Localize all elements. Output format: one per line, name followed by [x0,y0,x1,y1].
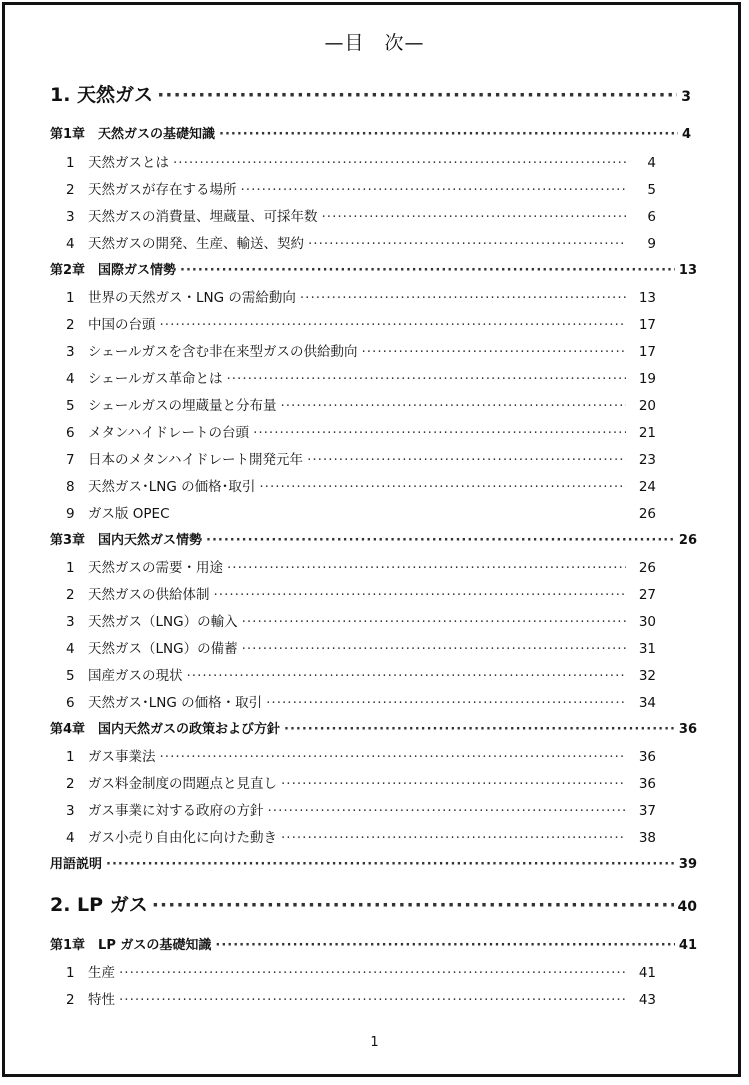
toc-section-label: シェールガス革命とは [88,371,223,387]
toc-section-label: 天然ガスが存在する場所 [88,182,237,198]
leader-dots [214,587,627,603]
toc-chapter-entry[interactable] [50,934,697,953]
toc-chapter-label: 第3章 国内天然ガス情勢 [50,533,203,548]
toc-section-entry[interactable] [66,205,656,225]
toc-page-number: 17 [638,317,656,333]
leader-dots [226,371,626,387]
toc-chapter-label: 第1章 天然ガスの基礎知識 [50,127,216,142]
leader-dots [268,803,627,819]
toc-section-label: 日本のメタンハイドレート開発元年 [88,452,304,468]
toc-section-label: 天然ガスの需要・用途 [88,560,223,576]
toc-section-index: 4 [66,641,75,657]
toc-chapter-entry[interactable] [50,123,691,142]
leader-dots [119,992,626,1008]
leader-dots [152,894,674,916]
toc-chapter-label: 第2章 国際ガス情勢 [50,263,177,278]
toc-section-label: ガス版 OPEC [88,506,170,522]
toc-section-entry[interactable] [66,799,656,819]
toc-page-number: 24 [638,479,656,495]
toc-section-index: 3 [66,209,75,225]
toc-section-entry[interactable] [66,745,656,765]
leader-dots [284,722,675,737]
toc-page-number: 31 [638,641,656,657]
toc-page-number: 4 [681,127,691,142]
toc-chapter-entry[interactable] [50,259,697,278]
toc-section-entry[interactable] [66,826,656,846]
toc-section-index: 8 [66,479,75,495]
toc-section-label: ガス事業に対する政府の方針 [88,803,264,819]
toc-section-index: 2 [66,182,75,198]
toc-section-label: 中国の台頭 [88,317,156,333]
toc-section-entry[interactable] [66,637,656,657]
toc-section-entry[interactable] [66,988,656,1008]
toc-section-label: 天然ガスの開発、生産、輸送、契約 [88,236,304,252]
toc-page-number: 40 [677,899,697,915]
leader-dots [160,749,627,765]
toc-page-number: 20 [638,398,656,414]
toc-chapter-label: 第4章 国内天然ガスの政策および方針 [50,722,281,737]
leader-dots [106,857,675,872]
toc-section-label: 国産ガスの現状 [88,668,183,684]
toc-section-label: 世界の天然ガス・LNG の需給動向 [88,290,296,306]
toc-section-label: シェールガスの埋蔵量と分布量 [88,398,277,414]
toc-section-entry[interactable] [66,772,656,792]
toc-page-number: 9 [647,236,656,252]
toc-page-number: 4 [647,155,656,171]
leader-dots [307,452,626,468]
leader-dots [206,533,675,548]
toc-section-entry[interactable] [66,367,656,387]
leader-dots [266,695,626,711]
leader-dots [308,236,626,252]
toc-section-entry[interactable] [66,232,656,252]
leader-dots [361,344,626,360]
toc-section-entry[interactable] [66,421,656,441]
leader-dots [259,479,626,495]
toc-page-number: 36 [678,722,697,737]
toc-section-label: 生産 [88,965,115,981]
toc-section-label: メタンハイドレートの台頭 [88,425,250,441]
toc-section-entry[interactable] [66,178,656,198]
toc-section-entry[interactable] [66,691,656,711]
toc-section-index: 6 [66,695,75,711]
toc-section-entry[interactable] [66,961,656,981]
toc-section-label: 天然ガスの消費量、埋蔵量、可採年数 [88,209,318,225]
toc-section-label: シェールガスを含む非在来型ガスの供給動向 [88,344,358,360]
toc-section-label: 特性 [88,992,115,1008]
toc-section-entry[interactable] [66,394,656,414]
toc-section-index: 4 [66,236,75,252]
toc-section-label: 天然ガス（LNG）の輸入 [88,614,238,630]
toc-chapter-entry[interactable] [50,529,697,548]
toc-section-index: 1 [66,749,75,765]
toc-section-index: 1 [66,965,75,981]
toc-section-entry[interactable] [66,340,656,360]
leader-dots [160,317,627,333]
toc-section-entry[interactable] [66,583,656,603]
toc-section-index: 2 [66,587,75,603]
leader-dots [300,290,626,306]
leader-dots [253,425,626,441]
page-number: 1 [370,1035,379,1050]
toc-part-entry[interactable] [50,80,691,107]
leader-dots [119,965,626,981]
toc-page-number: 26 [638,506,656,522]
toc-section-entry[interactable] [66,556,656,576]
toc-section-entry[interactable] [66,151,656,171]
toc-section-index: 1 [66,290,75,306]
toc-page-number: 30 [638,614,656,630]
toc-section-label: 天然ガスの供給体制 [88,587,210,603]
toc-section-label: 天然ガスとは [88,155,169,171]
toc-glossary-entry[interactable] [50,853,697,872]
toc-section-label: ガス料金制度の問題点と見直し [88,776,277,792]
toc-page-number: 41 [678,938,697,953]
toc-part-entry[interactable] [50,890,697,917]
toc-page-number: 39 [678,857,697,872]
toc-section-index: 1 [66,560,75,576]
toc-section-entry[interactable] [66,313,656,333]
toc-section-entry[interactable] [66,475,656,495]
toc-page-number: 5 [647,182,656,198]
toc-page-number: 34 [638,695,656,711]
leader-dots [241,182,627,198]
toc-page-number: 36 [638,776,656,792]
toc-section-index: 4 [66,830,75,846]
toc-section-label: ガス事業法 [88,749,156,765]
toc-section-entry[interactable] [66,448,656,468]
toc-section-index: 3 [66,803,75,819]
toc-page-number: 3 [681,89,691,105]
leader-dots [242,641,626,657]
toc-page-number: 38 [638,830,656,846]
toc-page-number: 19 [638,371,656,387]
leader-dots [281,776,626,792]
toc-section-entry[interactable] [66,286,656,306]
toc-page-number: 21 [638,425,656,441]
toc-page-number: 43 [638,992,656,1008]
toc-page-number: 6 [647,209,656,225]
toc-section-index: 9 [66,506,75,522]
toc-section-label: 天然ガス･LNG の価格・取引 [88,695,263,711]
toc-page-number: 13 [638,290,656,306]
toc-section-index: 3 [66,344,75,360]
toc-section-entry[interactable] [66,664,656,684]
toc-part-label: 1. 天然ガス [50,84,154,106]
toc-part-label: 2. LP ガス [50,894,148,916]
toc-page-number: 41 [638,965,656,981]
toc-page-number: 37 [638,803,656,819]
leader-dots [157,84,677,106]
toc-section-index: 4 [66,371,75,387]
toc-page-number: 26 [638,560,656,576]
toc-section-entry[interactable] [66,502,656,522]
toc-section-index: 1 [66,155,75,171]
toc-title: —目 次— [324,32,425,54]
toc-section-label: 天然ガス･LNG の価格･取引 [88,479,256,495]
leader-dots [242,614,626,630]
leader-dots [215,938,675,953]
toc-page-number: 23 [638,452,656,468]
toc-section-index: 3 [66,614,75,630]
toc-section-index: 2 [66,776,75,792]
toc-page-number: 13 [678,263,697,278]
toc-section-index: 7 [66,452,75,468]
toc-page-number: 26 [678,533,697,548]
toc-section-index: 5 [66,668,75,684]
toc-chapter-label: 第1章 LP ガスの基礎知識 [50,938,212,953]
toc-page-number: 27 [638,587,656,603]
leader-dots [281,830,626,846]
leader-dots [173,155,626,171]
toc-page-number: 17 [638,344,656,360]
leader-dots [187,668,627,684]
leader-dots [280,398,626,414]
toc-section-entry[interactable] [66,610,656,630]
leader-dots [322,209,627,225]
toc-section-label: 天然ガス（LNG）の備蓄 [88,641,238,657]
toc-section-index: 2 [66,992,75,1008]
toc-page-number: 32 [638,668,656,684]
toc-section-index: 2 [66,317,75,333]
toc-section-index: 6 [66,425,75,441]
toc-chapter-entry[interactable] [50,718,697,737]
toc-section-index: 5 [66,398,75,414]
leader-dots [227,560,626,576]
leader-dots [180,263,675,278]
toc-section-label: ガス小売り自由化に向けた動き [88,830,277,846]
leader-dots [219,127,678,142]
toc-page-number: 36 [638,749,656,765]
toc-chapter-label: 用語説明 [50,857,103,872]
